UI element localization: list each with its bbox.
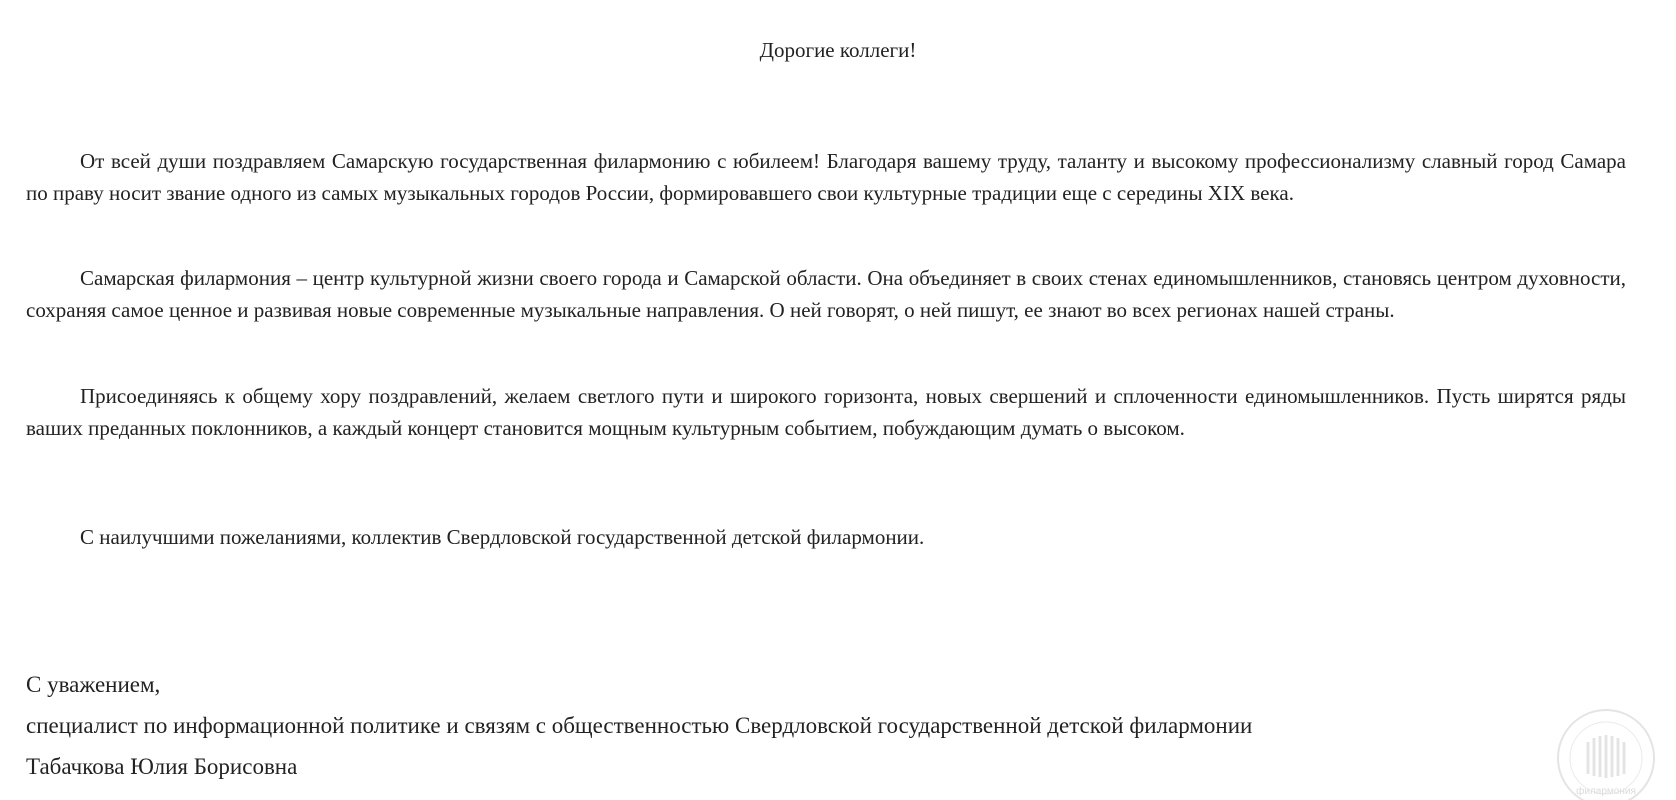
signature-name: Табачкова Юлия Борисовна (26, 754, 298, 779)
signature-closing: С уважением, (26, 672, 161, 697)
letter-paragraph-3: Присоединяясь к общему хору поздравлений, желаем светлого пути и широкого горизонта, новых свершений и сплоченности единомышленников. Пусть ширятся ряды ваших преданных поклонников, а каждый концерт становится мощным культурным событием, побуждающим думать о высоком. (26, 384, 1626, 440)
watermark-text: филармония (1576, 786, 1636, 797)
philharmonic-logo-icon (1554, 706, 1658, 800)
letter-paragraph-1: От всей души поздравляем Самарскую государственная филармонию с юбилеем! Благодаря вашему труду, таланту и высокому профессионализму славный город Самара по праву носит звание одного из самых музыкальных городов России, формировавшего свои культурные традиции еще с середины XIX века. (26, 149, 1626, 205)
signature-position: специалист по информационной политике и связям с общественностью Свердловской государственной детской филармонии (26, 713, 1253, 738)
letter-paragraph-2: Самарская филармония – центр культурной жизни своего города и Самарской области. Она объединяет в своих стенах единомышленников, становясь центром духовности, сохраняя самое ценное и развивая новые современные музыкальные направления. О ней говорят, о ней пишут, ее знают во всех регионах нашей страны. (26, 266, 1626, 322)
letter-greeting: Дорогие коллеги! (759, 38, 917, 62)
letter-paragraph-4: С наилучшими пожеланиями, коллектив Свердловской государственной детской филармонии. (80, 525, 925, 549)
